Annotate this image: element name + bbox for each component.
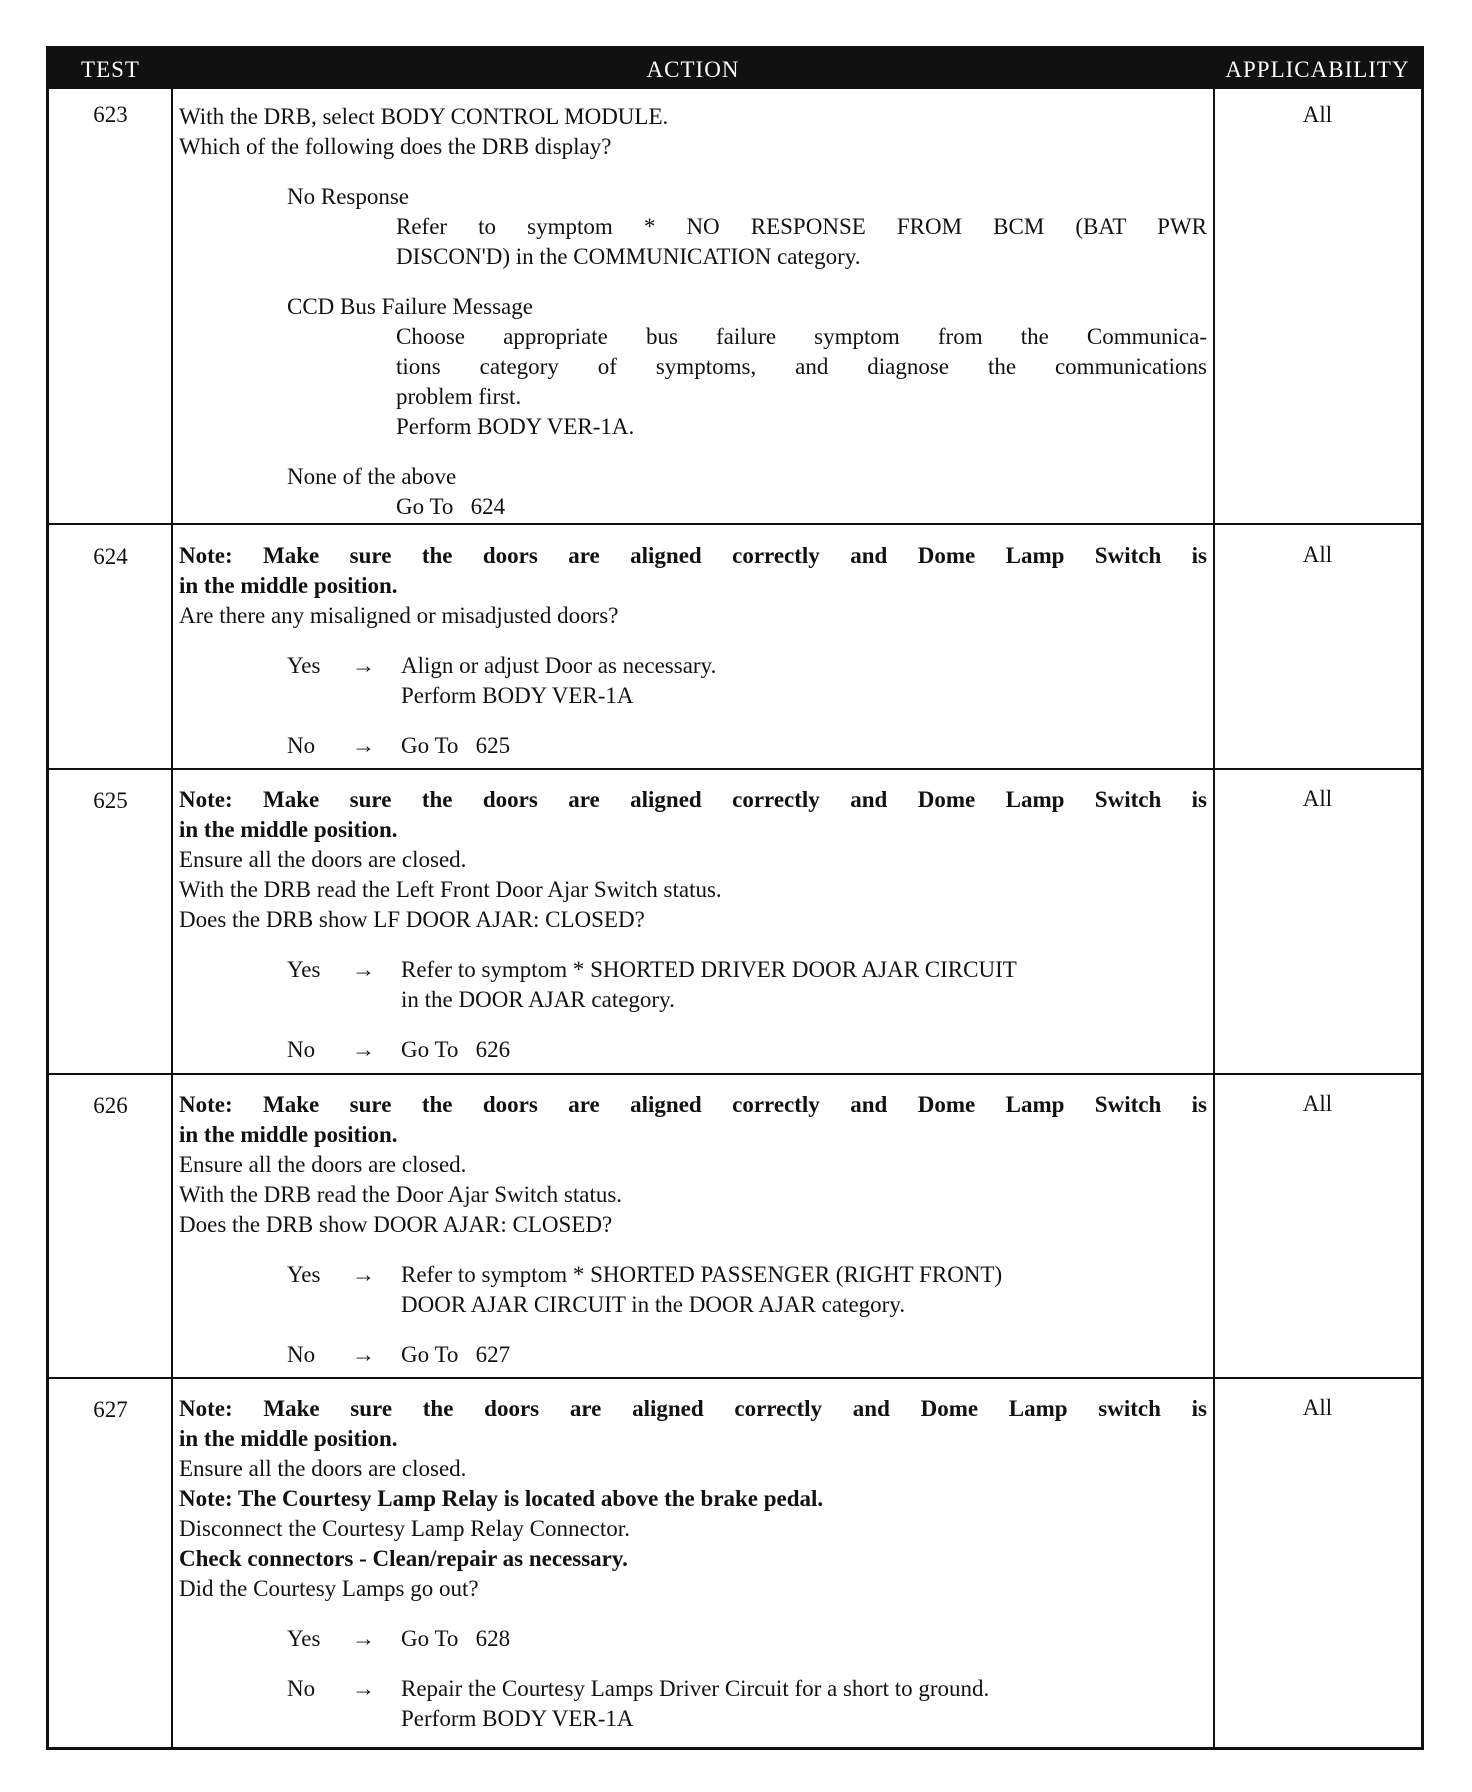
answer-line: DOOR AJAR CIRCUIT in the DOOR AJAR category. bbox=[401, 1292, 906, 1317]
test-number: 627 bbox=[93, 1397, 128, 1422]
option-line: Go To 624 bbox=[396, 494, 506, 519]
applicability-value: All bbox=[1302, 1091, 1333, 1116]
header-action: ACTION bbox=[646, 57, 740, 82]
column-divider bbox=[171, 89, 173, 1747]
applicability-value: All bbox=[1302, 102, 1333, 127]
test-number: 624 bbox=[93, 544, 128, 569]
answer-label: No bbox=[287, 733, 316, 758]
answer-label: Yes bbox=[287, 957, 321, 982]
action-text bbox=[179, 1394, 1207, 1734]
test-number: 626 bbox=[93, 1093, 128, 1118]
action-line: Disconnect the Courtesy Lamp Relay Connector. bbox=[179, 1516, 630, 1541]
note-line: Note: Make sure the doors are aligned correctly and Dome Lamp Switch is bbox=[179, 1092, 1207, 1117]
answer-no bbox=[179, 1340, 1207, 1370]
row-divider bbox=[49, 1073, 1421, 1075]
note-line: Note: Make sure the doors are aligned correctly and Dome Lamp Switch is bbox=[179, 543, 1207, 568]
answer-line: Perform BODY VER-1A bbox=[401, 683, 634, 708]
applicability-value: All bbox=[1302, 1395, 1333, 1420]
answer-no bbox=[179, 731, 1207, 761]
answer-label: No bbox=[287, 1676, 316, 1701]
action-line: With the DRB read the Door Ajar Switch status. bbox=[179, 1182, 623, 1207]
option-line: Choose appropriate bus failure symptom from the Communica- bbox=[396, 324, 1207, 349]
answer-line: Go To 626 bbox=[401, 1037, 511, 1062]
action-line: Ensure all the doors are closed. bbox=[179, 1456, 467, 1481]
header-test: TEST bbox=[81, 57, 140, 82]
answer-yes bbox=[179, 1260, 1207, 1320]
option-line: DISCON'D) in the COMMUNICATION category. bbox=[396, 244, 861, 269]
action-line: Which of the following does the DRB display? bbox=[179, 134, 612, 159]
action-line: Did the Courtesy Lamps go out? bbox=[179, 1576, 479, 1601]
action-line: Note: The Courtesy Lamp Relay is located above the brake pedal. bbox=[179, 1486, 824, 1511]
answer-yes bbox=[179, 651, 1207, 711]
answer-line: Refer to symptom * SHORTED DRIVER DOOR AJAR CIRCUIT bbox=[401, 957, 1017, 982]
row-divider bbox=[49, 768, 1421, 770]
answer-line: Repair the Courtesy Lamps Driver Circuit for a short to ground. bbox=[401, 1676, 990, 1701]
option-label: No Response bbox=[287, 184, 410, 209]
applicability-value: All bbox=[1302, 542, 1333, 567]
row-divider bbox=[49, 1377, 1421, 1379]
row-divider bbox=[49, 523, 1421, 525]
applicability-value: All bbox=[1302, 786, 1333, 811]
header-applicability: APPLICABILITY bbox=[1225, 57, 1410, 82]
answer-line: Refer to symptom * SHORTED PASSENGER (RIGHT FRONT) bbox=[401, 1262, 1003, 1287]
note-line: in the middle position. bbox=[179, 1426, 398, 1451]
arrow-icon: → bbox=[352, 957, 375, 982]
option-label: CCD Bus Failure Message bbox=[287, 294, 533, 319]
action-text bbox=[179, 102, 1207, 522]
option-line: tions category of symptoms, and diagnose the communications bbox=[396, 354, 1207, 379]
note-line: in the middle position. bbox=[179, 817, 398, 842]
option-label: None of the above bbox=[287, 464, 457, 489]
action-line: Are there any misaligned or misadjusted doors? bbox=[179, 603, 619, 628]
arrow-icon: → bbox=[352, 733, 375, 758]
option-line: problem first. bbox=[396, 384, 522, 409]
note-line: in the middle position. bbox=[179, 573, 398, 598]
answer-label: Yes bbox=[287, 653, 321, 678]
option-line: Perform BODY VER-1A. bbox=[396, 414, 635, 439]
note-line: in the middle position. bbox=[179, 1122, 398, 1147]
answer-line: in the DOOR AJAR category. bbox=[401, 987, 675, 1012]
diagnostic-table bbox=[46, 46, 1424, 1750]
answer-line: Align or adjust Door as necessary. bbox=[401, 653, 717, 678]
answer-label: Yes bbox=[287, 1262, 321, 1287]
option-line: Refer to symptom * NO RESPONSE FROM BCM (BAT PWR bbox=[396, 214, 1207, 239]
action-line: Does the DRB show DOOR AJAR: CLOSED? bbox=[179, 1212, 613, 1237]
answer-label: Yes bbox=[287, 1626, 321, 1651]
test-number: 625 bbox=[93, 788, 128, 813]
answer-no bbox=[179, 1035, 1207, 1065]
answer-yes bbox=[179, 955, 1207, 1015]
answer-line: Go To 628 bbox=[401, 1626, 511, 1651]
arrow-icon: → bbox=[352, 1676, 375, 1701]
arrow-icon: → bbox=[352, 1626, 375, 1651]
action-line: Ensure all the doors are closed. bbox=[179, 847, 467, 872]
arrow-icon: → bbox=[352, 1342, 375, 1367]
note-line: Note: Make sure the doors are aligned correctly and Dome Lamp Switch is bbox=[179, 787, 1207, 812]
answer-label: No bbox=[287, 1037, 316, 1062]
note-line: Note: Make sure the doors are aligned correctly and Dome Lamp switch is bbox=[179, 1396, 1207, 1421]
table-header bbox=[49, 49, 1421, 89]
answer-yes bbox=[179, 1624, 1207, 1654]
answer-label: No bbox=[287, 1342, 316, 1367]
column-divider bbox=[1213, 89, 1215, 1747]
action-line: Check connectors - Clean/repair as necessary. bbox=[179, 1546, 628, 1571]
action-line: With the DRB read the Left Front Door Ajar Switch status. bbox=[179, 877, 722, 902]
arrow-icon: → bbox=[352, 653, 375, 678]
answer-line: Go To 627 bbox=[401, 1342, 511, 1367]
answer-line: Perform BODY VER-1A bbox=[401, 1706, 634, 1731]
action-text bbox=[179, 785, 1207, 1065]
action-line: Does the DRB show LF DOOR AJAR: CLOSED? bbox=[179, 907, 645, 932]
action-text bbox=[179, 541, 1207, 761]
answer-line: Go To 625 bbox=[401, 733, 511, 758]
arrow-icon: → bbox=[352, 1262, 375, 1287]
action-text bbox=[179, 1090, 1207, 1370]
action-line: Ensure all the doors are closed. bbox=[179, 1152, 467, 1177]
test-number: 623 bbox=[93, 102, 128, 127]
arrow-icon: → bbox=[352, 1037, 375, 1062]
action-line: With the DRB, select BODY CONTROL MODULE. bbox=[179, 104, 669, 129]
answer-no bbox=[179, 1674, 1207, 1734]
